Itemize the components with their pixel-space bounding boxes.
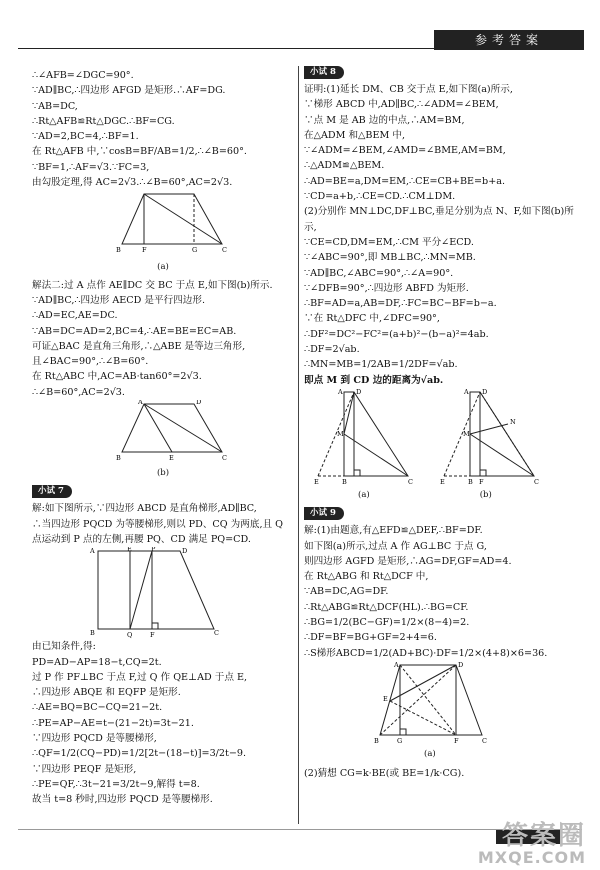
text-line: ∴BF=AD=a,AB=DF,∴FC=BC−BF=b−a. bbox=[304, 298, 497, 310]
trapezoid-figure-a bbox=[32, 190, 294, 260]
text-line: 故当 t=8 秒时,四边形 PQCD 是等腰梯形. bbox=[32, 794, 213, 806]
svg-text:M: M bbox=[463, 429, 470, 438]
text-line: 在 Rt△AFB 中,∵cosB=BF/AB=1/2,∴∠B=60°. bbox=[32, 146, 247, 158]
text-line: ∴PE=QF,∴3t−21=3/2t−9,解得 t=8. bbox=[32, 778, 200, 790]
text-line: ∴AE=BQ=BC−CQ=21−2t. bbox=[32, 702, 163, 714]
svg-text:M: M bbox=[337, 429, 344, 438]
text-line: ∴当四边形 PQCD 为等腰梯形,则以 PD、CQ 为两底,且 Q 点运动到 P 点的左侧,再腰 PQ、CD 满足 PQ=CD. bbox=[32, 518, 284, 545]
text-line: 如下图(a)所示,过点 A 作 AG⊥BC 于点 G, bbox=[304, 540, 487, 552]
svg-text:B: B bbox=[90, 629, 95, 638]
svg-text:A: A bbox=[394, 660, 399, 669]
header-title: 参考答案 bbox=[434, 30, 584, 50]
svg-text:E: E bbox=[440, 477, 445, 486]
text-line: ∴AD=BE=a,DM=EM,∴CE=CB+BE=b+a. bbox=[304, 175, 506, 187]
svg-text:A: A bbox=[464, 387, 469, 396]
trapezoid-figure-9 bbox=[304, 661, 580, 747]
trapezoid-figures-8 bbox=[304, 388, 580, 488]
intro-block bbox=[32, 68, 294, 190]
section-tag-7: 小试 7 bbox=[32, 485, 72, 498]
svg-text:C: C bbox=[408, 477, 413, 486]
text-line: 则四边形 AGFD 是矩形,∴AG=DF,GF=AD=4. bbox=[304, 555, 512, 567]
text-line: 解法二:过 A 点作 AE∥DC 交 BC 于点 E,如下图(b)所示. bbox=[32, 279, 273, 291]
text-line: ∵四边形 PEQF 是矩形, bbox=[32, 763, 137, 775]
svg-text:F: F bbox=[454, 736, 459, 745]
svg-text:B: B bbox=[468, 477, 473, 486]
text-line: ∵AD∥BC,∴四边形 AECD 是平行四边形. bbox=[32, 294, 205, 306]
text-line: 证明:(1)延长 DM、CB 交于点 E,如下图(a)所示, bbox=[304, 84, 513, 95]
text-line: ∵∠ADM=∠BEM,∠AMD=∠BME,AM=BM, bbox=[304, 145, 506, 157]
svg-text:F: F bbox=[479, 477, 484, 486]
svg-text:Q: Q bbox=[127, 631, 133, 640]
svg-text:C: C bbox=[534, 477, 539, 486]
text-line: ∴S梯形ABCD=1/2(AD+BC)·DF=1/2×(4+8)×6=36. bbox=[304, 647, 548, 659]
trapezoid-figure-b bbox=[32, 400, 294, 466]
text-line: (2)分别作 MN⊥DC,DF⊥BC,垂足分别为点 N、F,如下图(b)所示, bbox=[304, 206, 574, 233]
svg-text:A: A bbox=[338, 387, 343, 396]
left-column bbox=[32, 68, 294, 808]
text-line: 且∠BAC=90°,∴∠B=60°. bbox=[32, 356, 149, 368]
figure-caption: (b) bbox=[156, 468, 170, 479]
text-line: 在 Rt△ABC 中,AC=AB·tan60°=2√3. bbox=[32, 371, 202, 383]
text-line: ∵∠ABC=90°,即 MB⊥BC,∴MN=MB. bbox=[304, 252, 476, 264]
text-line: ∵CE=CD,DM=EM,∴CM 平分∠ECD. bbox=[304, 236, 474, 248]
svg-text:D: D bbox=[182, 547, 188, 556]
svg-text:D: D bbox=[196, 400, 202, 407]
text-line: ∵BF=1,∴AF=√3.∵FC=3, bbox=[32, 161, 150, 173]
svg-text:F: F bbox=[142, 246, 147, 255]
svg-text:A: A bbox=[90, 547, 95, 556]
text-line: ∴QF=1/2(CQ−PD)=1/2[2t−(18−t)]=3/2t−9. bbox=[32, 748, 247, 760]
text-line: ∴∠AFB=∠DGC=90°. bbox=[32, 70, 134, 81]
problem-9-block bbox=[304, 523, 580, 661]
svg-text:B: B bbox=[374, 736, 379, 745]
svg-text:C: C bbox=[482, 736, 487, 745]
svg-text:D: D bbox=[356, 387, 362, 396]
text-line: 由勾股定理,得 AC=2√3.∴∠B=60°,AC=2√3. bbox=[32, 177, 233, 189]
text-line: ∴四边形 ABQE 和 EQFP 是矩形. bbox=[32, 687, 181, 699]
text-line: 可证△BAC 是直角三角形,∴△ABE 是等边三角形, bbox=[32, 340, 246, 352]
svg-text:D: D bbox=[482, 387, 488, 396]
text-line: 在△ADM 和△BEM 中, bbox=[304, 129, 406, 141]
figure-captions-8 bbox=[304, 488, 580, 503]
watermark-text: 答案圈 bbox=[501, 821, 586, 851]
text-line: ∴DF²=DC²−FC²=(a+b)²−(b−a)²=4ab. bbox=[304, 328, 489, 340]
text-line: ∴MN=MB=1/2AB=1/2DF=√ab. bbox=[304, 359, 458, 371]
figure-caption: (a) bbox=[157, 262, 169, 273]
text-line: ∵AB=DC=AD=2,BC=4,∴AE=BE=EC=AB. bbox=[32, 325, 237, 337]
text-line: 在 Rt△ABG 和 Rt△DCF 中, bbox=[304, 571, 429, 583]
text-line: 由已知条件,得: bbox=[32, 641, 96, 653]
text-line: ∵点 M 是 AB 边的中点,∴AM=BM, bbox=[304, 114, 465, 126]
text-line: 即点 M 到 CD 边的距离为√ab. bbox=[304, 374, 444, 386]
svg-text:B: B bbox=[116, 246, 121, 255]
text-line: ∴DF=BF=BG+GF=2+4=6. bbox=[304, 632, 437, 644]
figure-caption: (b) bbox=[479, 489, 492, 500]
text-line: ∴Rt△AFB≌Rt△DGC.∴BF=CG. bbox=[32, 115, 175, 127]
section-tag-8: 小试 8 bbox=[304, 66, 344, 79]
text-line: ∵AD∥BC,∠ABC=90°,∴∠A=90°. bbox=[304, 267, 454, 279]
text-line: ∵AB=DC, bbox=[32, 100, 78, 112]
problem-8-block bbox=[304, 82, 580, 388]
method-two-block bbox=[32, 278, 294, 400]
text-line: ∴BG=1/2(BC−GF)=1/2×(8−4)=2. bbox=[304, 617, 470, 629]
figure-caption: (a) bbox=[424, 748, 436, 759]
svg-text:B: B bbox=[342, 477, 347, 486]
figure-caption: (a) bbox=[358, 489, 370, 500]
right-column bbox=[304, 62, 580, 782]
problem-7-block bbox=[32, 501, 294, 547]
text-line: ∵AD=2,BC=4,∴BF=1. bbox=[32, 131, 139, 143]
text-line: ∵梯形 ABCD 中,AD∥BC,∴∠ADM=∠BEM, bbox=[304, 99, 499, 111]
svg-text:E: E bbox=[127, 547, 132, 554]
text-line: ∵在 Rt△DFC 中,∠DFC=90°, bbox=[304, 313, 440, 325]
svg-text:E: E bbox=[383, 694, 388, 703]
svg-text:G: G bbox=[192, 246, 198, 255]
svg-text:F: F bbox=[150, 631, 155, 640]
svg-text:E: E bbox=[314, 477, 319, 486]
svg-text:C: C bbox=[222, 454, 227, 463]
section-tag-9: 小试 9 bbox=[304, 507, 344, 520]
svg-text:G: G bbox=[397, 736, 403, 745]
text-line: ∵CD=a+b,∴CE=CD.∴CM⊥DM. bbox=[304, 191, 456, 203]
svg-text:B: B bbox=[116, 454, 121, 463]
text-line: ∴△ADM≌△BEM. bbox=[304, 160, 385, 172]
right-trapezoid-figure bbox=[32, 547, 294, 639]
watermark-url: MXQE.COM bbox=[477, 848, 586, 867]
column-divider bbox=[298, 66, 299, 824]
svg-text:D: D bbox=[458, 660, 464, 669]
svg-text:P: P bbox=[151, 547, 156, 554]
svg-text:C: C bbox=[214, 629, 219, 638]
svg-text:C: C bbox=[222, 246, 227, 255]
text-line: ∴∠B=60°,AC=2√3. bbox=[32, 386, 125, 398]
text-line: ∵∠DFB=90°,∴四边形 ABFD 为矩形. bbox=[304, 282, 469, 294]
text-line: ∵AD∥BC,∴四边形 AFGD 是矩形.∴AF=DG. bbox=[32, 85, 226, 97]
text-line: PD=AD−AP=18−t,CQ=2t. bbox=[32, 656, 162, 668]
text-line: ∴AD=EC,AE=DC. bbox=[32, 310, 118, 322]
problem-7-solution bbox=[32, 639, 294, 807]
text-line: ∴PE=AP−AE=t−(21−2t)=3t−21. bbox=[32, 717, 194, 729]
text-line: ∵AB=DC,AG=DF. bbox=[304, 586, 389, 598]
svg-text:E: E bbox=[169, 454, 174, 463]
watermark-logo bbox=[478, 822, 586, 866]
text-line: ∵四边形 PQCD 是等腰梯形, bbox=[32, 733, 157, 745]
text-line: (2)猜想 CG=k·BE(或 BE=1/k·CG). bbox=[304, 768, 465, 780]
text-line: 解:(1)由题意,有△EFD≌△DEF,∴BF=DF. bbox=[304, 525, 483, 537]
svg-text:N: N bbox=[510, 417, 516, 426]
text-line: ∴DF=2√ab. bbox=[304, 344, 360, 356]
text-line: 过 P 作 PF⊥BC 于点 F,过 Q 作 QE⊥AD 于点 E, bbox=[32, 671, 248, 683]
text-line: ∴Rt△ABG≌Rt△DCF(HL).∴BG=CF. bbox=[304, 601, 469, 613]
svg-text:A: A bbox=[138, 400, 143, 407]
text-line: 解:如下图所示,∵四边形 ABCD 是直角梯形,AD∥BC, bbox=[32, 503, 257, 515]
